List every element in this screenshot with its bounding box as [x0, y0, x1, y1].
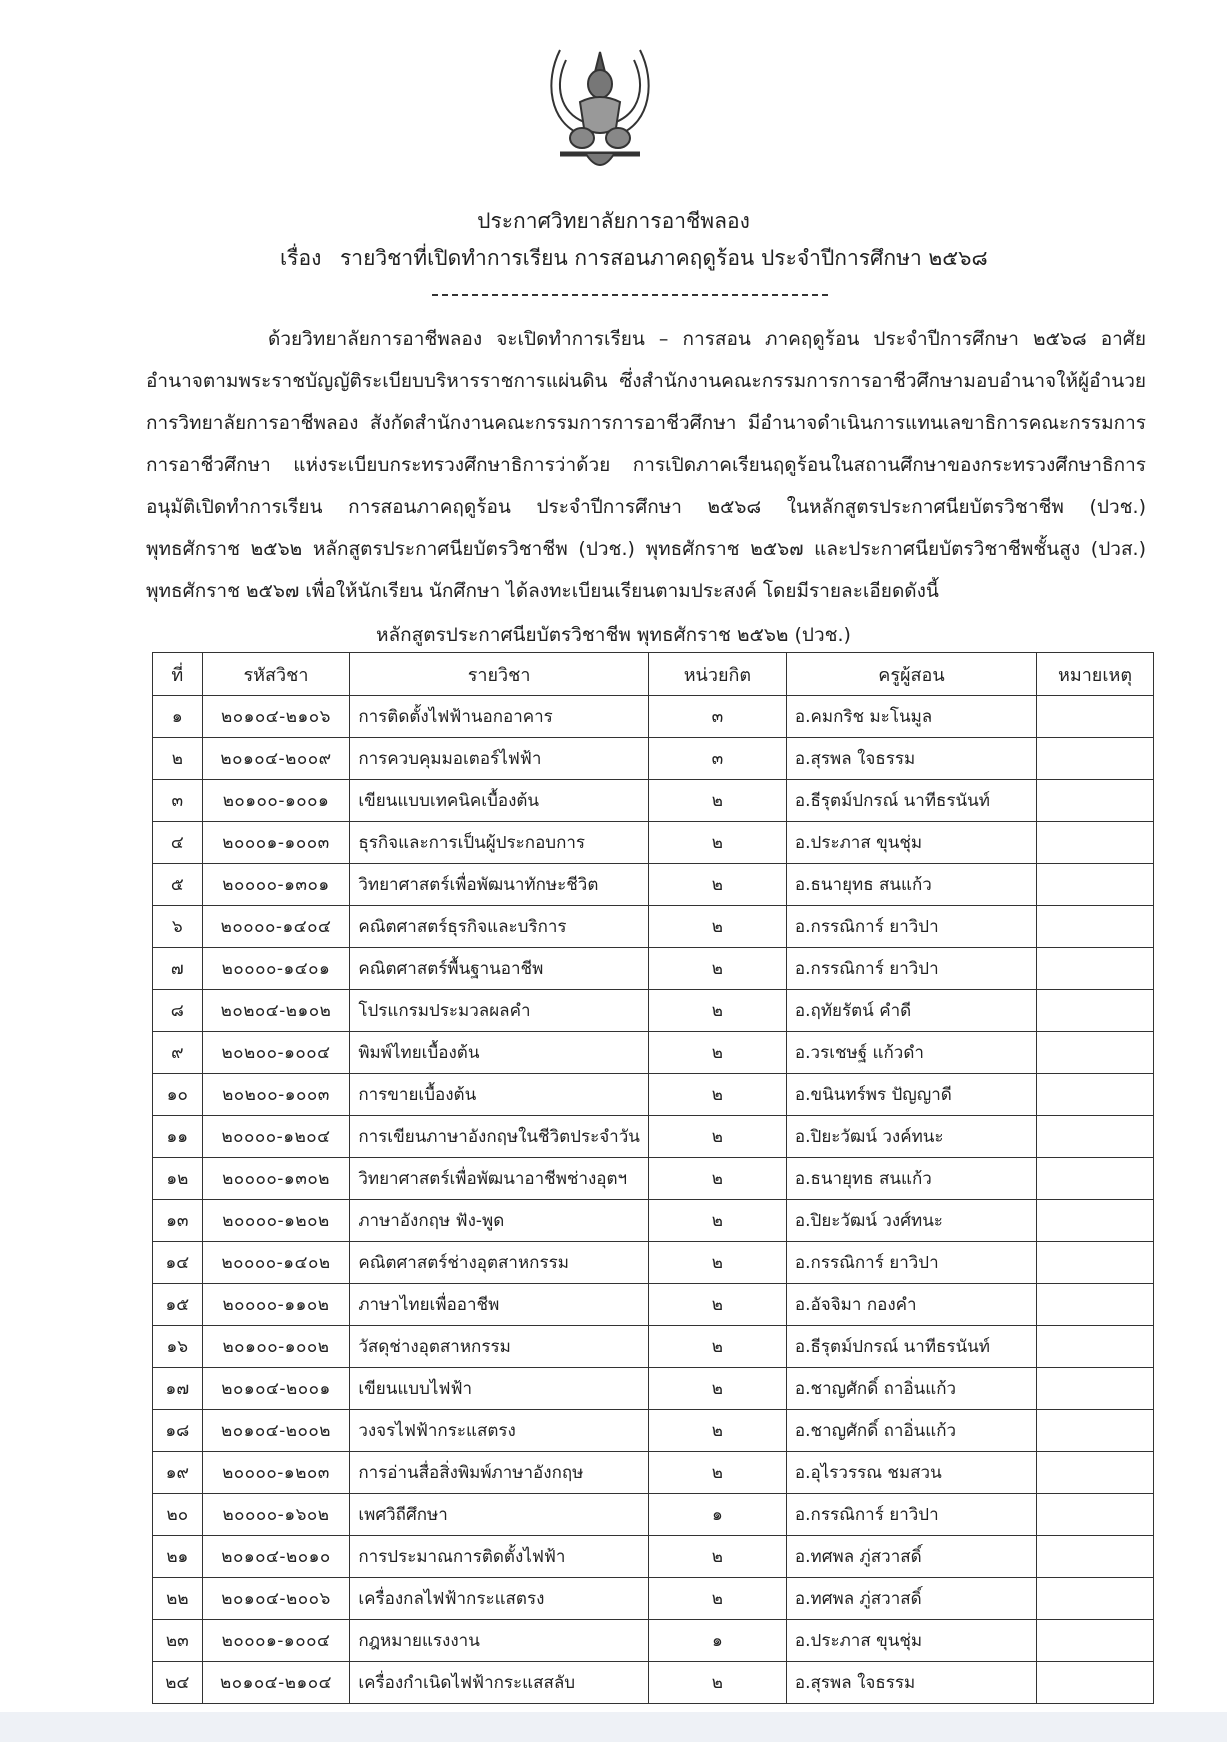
cell-name: เครื่องกลไฟฟ้ากระแสตรง — [350, 1578, 649, 1620]
cell-note — [1037, 864, 1154, 906]
cell-name: วิทยาศาสตร์เพื่อพัฒนาทักษะชีวิต — [350, 864, 649, 906]
cell-credit: ๒ — [648, 1536, 786, 1578]
cell-note — [1037, 1242, 1154, 1284]
cell-credit: ๒ — [648, 1032, 786, 1074]
cell-name: กฎหมายแรงงาน — [350, 1620, 649, 1662]
cell-note — [1037, 780, 1154, 822]
cell-teacher: อ.ธีรุตม์ปกรณ์ นาทีธรนันท์ — [786, 1326, 1036, 1368]
cell-name: คณิตศาสตร์ช่างอุตสาหกรรม — [350, 1242, 649, 1284]
col-header-no: ที่ — [153, 653, 203, 696]
cell-teacher: อ.อุไรวรรณ ชมสวน — [786, 1452, 1036, 1494]
cell-note — [1037, 822, 1154, 864]
table-row — [153, 1536, 1154, 1578]
cell-name: วัสดุช่างอุตสาหกรรม — [350, 1326, 649, 1368]
cell-code: ๒๐๑๐๔-๒๐๐๒ — [202, 1410, 350, 1452]
table-row — [153, 1200, 1154, 1242]
cell-code: ๒๐๑๐๔-๒๐๐๑ — [202, 1368, 350, 1410]
table-row — [153, 1452, 1154, 1494]
cell-code: ๒๐๐๐๐-๑๔๐๑ — [202, 948, 350, 990]
table-row — [153, 1032, 1154, 1074]
cell-teacher: อ.ขนินทร์พร ปัญญาดี — [786, 1074, 1036, 1116]
cell-credit: ๒ — [648, 1368, 786, 1410]
cell-teacher: อ.ทศพล ภู่สวาสดิ์ — [786, 1536, 1036, 1578]
cell-no: ๑๑ — [153, 1116, 203, 1158]
cell-credit: ๒ — [648, 1116, 786, 1158]
body-text: ด้วยวิทยาลัยการอาชีพลอง จะเปิดทำการเรียน – การสอน ภาคฤดูร้อน ประจำปีการศึกษา ๒๕๖๘ อาศัยอำนาจตามพระราชบัญญัติระเบียบบริหารราชการแผ่นดิน ซึ่งสำนักงานคณะกรรมการการอาชีวศึกษามอบอำนาจให้ผู้อำนวยการวิทยาลัยการอาชีพลอง สังกัดสำนักงานคณะกรรมการการอาชีวศึกษา มีอำนาจดำเนินการแทนเลขาธิการคณะกรรมการการอาชีวศึกษา แห่งระเบียบกระทรวงศึกษาธิการว่าด้วย การเปิดภาคเรียนฤดูร้อนในสถานศึกษาของกระทรวงศึกษาธิการ อนุมัติเปิดทำการเรียน การสอนภาคฤดูร้อน ประจำปีการศึกษา ๒๕๖๘ ในหลักสูตรประกาศนียบัตรวิชาชีพ (ปวช.) พุทธศักราช ๒๕๖๒ หลักสูตรประกาศนียบัตรวิชาชีพ (ปวช.) พุทธศักราช ๒๕๖๗ และประกาศนียบัตรวิชาชีพชั้นสูง (ปวส.) พุทธศักราช ๒๕๖๗ เพื่อให้นักเรียน นักศึกษา ได้ลงทะเบียนเรียนตามประสงค์ โดยมีรายละเอียดดังนี้ — [146, 328, 1146, 602]
table-row — [153, 1116, 1154, 1158]
table-row — [153, 1242, 1154, 1284]
cell-code: ๒๐๑๐๐-๑๐๐๒ — [202, 1326, 350, 1368]
cell-code: ๒๐๑๐๔-๒๑๐๔ — [202, 1662, 350, 1704]
cell-name: การประมาณการติดตั้งไฟฟ้า — [350, 1536, 649, 1578]
cell-credit: ๒ — [648, 1284, 786, 1326]
cell-credit: ๒ — [648, 948, 786, 990]
col-header-code: รหัสวิชา — [202, 653, 350, 696]
cell-code: ๒๐๑๐๔-๒๑๐๖ — [202, 696, 350, 738]
cell-note — [1037, 906, 1154, 948]
cell-name: เพศวิถีศึกษา — [350, 1494, 649, 1536]
cell-credit: ๒ — [648, 1158, 786, 1200]
table-row — [153, 990, 1154, 1032]
cell-teacher: อ.ทศพล ภู่สวาสดิ์ — [786, 1578, 1036, 1620]
cell-no: ๕ — [153, 864, 203, 906]
cell-no: ๑๐ — [153, 1074, 203, 1116]
body-paragraph — [146, 318, 1146, 612]
cell-teacher: อ.ธีรุตม์ปกรณ์ นาทีธรนันท์ — [786, 780, 1036, 822]
cell-teacher: อ.ประภาส ขุนชุ่ม — [786, 1620, 1036, 1662]
cell-note — [1037, 1158, 1154, 1200]
announcement-subject — [200, 242, 1100, 275]
table-row — [153, 1368, 1154, 1410]
cell-name: เครื่องกำเนิดไฟฟ้ากระแสสลับ — [350, 1662, 649, 1704]
cell-note — [1037, 1410, 1154, 1452]
cell-teacher: อ.ฤทัยรัตน์ คำดี — [786, 990, 1036, 1032]
table-row — [153, 1158, 1154, 1200]
cell-code: ๒๐๑๐๔-๒๐๐๙ — [202, 738, 350, 780]
cell-code: ๒๐๐๐๑-๑๐๐๔ — [202, 1620, 350, 1662]
col-header-credit: หน่วยกิต — [648, 653, 786, 696]
table-body — [153, 696, 1154, 1704]
col-header-name: รายวิชา — [350, 653, 649, 696]
cell-teacher: อ.ปิยะวัฒน์ วงค์ทนะ — [786, 1116, 1036, 1158]
table-row — [153, 864, 1154, 906]
cell-name: การเขียนภาษาอังกฤษในชีวิตประจำวัน — [350, 1116, 649, 1158]
cell-name: คณิตศาสตร์ธุรกิจและบริการ — [350, 906, 649, 948]
cell-credit: ๒ — [648, 906, 786, 948]
cell-teacher: อ.คมกริช มะโนมูล — [786, 696, 1036, 738]
table-row — [153, 948, 1154, 990]
cell-no: ๑๗ — [153, 1368, 203, 1410]
table-caption: หลักสูตรประกาศนียบัตรวิชาชีพ พุทธศักราช ๒๕๖๒ (ปวช.) — [376, 624, 851, 646]
cell-teacher: อ.สุรพล ใจธรรม — [786, 1662, 1036, 1704]
cell-teacher: อ.วรเชษฐ์ แก้วดำ — [786, 1032, 1036, 1074]
cell-code: ๒๐๐๐๐-๑๓๐๒ — [202, 1158, 350, 1200]
cell-name: ภาษาไทยเพื่ออาชีพ — [350, 1284, 649, 1326]
cell-credit: ๓ — [648, 738, 786, 780]
cell-name: การควบคุมมอเตอร์ไฟฟ้า — [350, 738, 649, 780]
cell-no: ๒ — [153, 738, 203, 780]
table-row — [153, 1326, 1154, 1368]
table-row — [153, 780, 1154, 822]
cell-note — [1037, 1284, 1154, 1326]
table-row — [153, 822, 1154, 864]
table-row — [153, 1074, 1154, 1116]
cell-note — [1037, 696, 1154, 738]
cell-note — [1037, 990, 1154, 1032]
table-row — [153, 738, 1154, 780]
cell-no: ๙ — [153, 1032, 203, 1074]
cell-name: คณิตศาสตร์พื้นฐานอาชีพ — [350, 948, 649, 990]
cell-credit: ๒ — [648, 1662, 786, 1704]
cell-no: ๑๓ — [153, 1200, 203, 1242]
cell-note — [1037, 1494, 1154, 1536]
cell-credit: ๒ — [648, 1242, 786, 1284]
cell-note — [1037, 1116, 1154, 1158]
cell-no: ๒๐ — [153, 1494, 203, 1536]
cell-name: การขายเบื้องต้น — [350, 1074, 649, 1116]
cell-credit: ๒ — [648, 864, 786, 906]
table-row — [153, 1578, 1154, 1620]
cell-credit: ๒ — [648, 1452, 786, 1494]
cell-name: วงจรไฟฟ้ากระแสตรง — [350, 1410, 649, 1452]
cell-credit: ๒ — [648, 1074, 786, 1116]
courses-table — [152, 652, 1154, 1704]
cell-no: ๖ — [153, 906, 203, 948]
cell-credit: ๒ — [648, 1410, 786, 1452]
cell-no: ๑๒ — [153, 1158, 203, 1200]
cell-name: การติดตั้งไฟฟ้านอกอาคาร — [350, 696, 649, 738]
cell-name: เขียนแบบเทคนิคเบื้องต้น — [350, 780, 649, 822]
cell-teacher: อ.อัจจิมา กองคำ — [786, 1284, 1036, 1326]
cell-credit: ๒ — [648, 1326, 786, 1368]
cell-no: ๑๕ — [153, 1284, 203, 1326]
cell-no: ๑ — [153, 696, 203, 738]
col-header-teacher: ครูผู้สอน — [786, 653, 1036, 696]
cell-no: ๒๓ — [153, 1620, 203, 1662]
cell-name: ภาษาอังกฤษ ฟัง-พูด — [350, 1200, 649, 1242]
col-header-note: หมายเหตุ — [1037, 653, 1154, 696]
table-header-row — [153, 653, 1154, 696]
cell-note — [1037, 1662, 1154, 1704]
cell-credit: ๒ — [648, 780, 786, 822]
cell-name: การอ่านสื่อสิ่งพิมพ์ภาษาอังกฤษ — [350, 1452, 649, 1494]
cell-note — [1037, 1074, 1154, 1116]
cell-note — [1037, 738, 1154, 780]
cell-teacher: อ.ประภาส ขุนชุ่ม — [786, 822, 1036, 864]
cell-code: ๒๐๐๐๐-๑๒๐๓ — [202, 1452, 350, 1494]
garuda-emblem-icon — [540, 42, 660, 178]
table-row — [153, 1494, 1154, 1536]
subject-text: รายวิชาที่เปิดทำการเรียน การสอนภาคฤดูร้อน ประจำปีการศึกษา ๒๕๖๘ — [340, 246, 988, 270]
cell-note — [1037, 1620, 1154, 1662]
cell-note — [1037, 1452, 1154, 1494]
cell-note — [1037, 1536, 1154, 1578]
cell-code: ๒๐๐๐๐-๑๓๐๑ — [202, 864, 350, 906]
cell-no: ๒๒ — [153, 1578, 203, 1620]
cell-teacher: อ.ธนายุทธ สนแก้ว — [786, 1158, 1036, 1200]
table-row — [153, 906, 1154, 948]
cell-teacher: อ.กรรณิการ์ ยาวิปา — [786, 948, 1036, 990]
announcement-title: ประกาศวิทยาลัยการอาชีพลอง — [477, 209, 750, 233]
cell-credit: ๒ — [648, 1578, 786, 1620]
cell-no: ๒๑ — [153, 1536, 203, 1578]
cell-code: ๒๐๒๐๔-๒๑๐๒ — [202, 990, 350, 1032]
cell-credit: ๑ — [648, 1494, 786, 1536]
table-row — [153, 1620, 1154, 1662]
cell-name: ธุรกิจและการเป็นผู้ประกอบการ — [350, 822, 649, 864]
cell-code: ๒๐๒๐๐-๑๐๐๔ — [202, 1032, 350, 1074]
subject-label: เรื่อง — [280, 246, 322, 270]
cell-no: ๘ — [153, 990, 203, 1032]
cell-teacher: อ.ชาญศักดิ์ ถาอิ่นแก้ว — [786, 1368, 1036, 1410]
cell-note — [1037, 1326, 1154, 1368]
cell-note — [1037, 1200, 1154, 1242]
cell-code: ๒๐๒๐๐-๑๐๐๓ — [202, 1074, 350, 1116]
cell-name: พิมพ์ไทยเบื้องต้น — [350, 1032, 649, 1074]
cell-credit: ๒ — [648, 822, 786, 864]
cell-name: เขียนแบบไฟฟ้า — [350, 1368, 649, 1410]
cell-code: ๒๐๑๐๔-๒๐๐๖ — [202, 1578, 350, 1620]
cell-code: ๒๐๐๐๐-๑๑๐๒ — [202, 1284, 350, 1326]
cell-no: ๗ — [153, 948, 203, 990]
cell-teacher: อ.ชาญศักดิ์ ถาอิ่นแก้ว — [786, 1410, 1036, 1452]
cell-code: ๒๐๐๐๐-๑๒๐๒ — [202, 1200, 350, 1242]
cell-no: ๑๖ — [153, 1326, 203, 1368]
cell-credit: ๓ — [648, 696, 786, 738]
cell-code: ๒๐๑๐๔-๒๐๑๐ — [202, 1536, 350, 1578]
cell-credit: ๒ — [648, 990, 786, 1032]
cell-no: ๑๔ — [153, 1242, 203, 1284]
cell-credit: ๑ — [648, 1620, 786, 1662]
cell-code: ๒๐๐๐๑-๑๐๐๓ — [202, 822, 350, 864]
cell-code: ๒๐๐๐๐-๑๔๐๒ — [202, 1242, 350, 1284]
cell-credit: ๒ — [648, 1200, 786, 1242]
cell-name: วิทยาศาสตร์เพื่อพัฒนาอาชีพช่างอุตฯ — [350, 1158, 649, 1200]
cell-no: ๓ — [153, 780, 203, 822]
cell-teacher: อ.กรรณิการ์ ยาวิปา — [786, 1494, 1036, 1536]
cell-teacher: อ.กรรณิการ์ ยาวิปา — [786, 906, 1036, 948]
table-row — [153, 696, 1154, 738]
cell-code: ๒๐๐๐๐-๑๒๐๔ — [202, 1116, 350, 1158]
table-row — [153, 1284, 1154, 1326]
cell-code: ๒๐๐๐๐-๑๔๐๔ — [202, 906, 350, 948]
cell-teacher: อ.ธนายุทธ สนแก้ว — [786, 864, 1036, 906]
cell-note — [1037, 1578, 1154, 1620]
table-row — [153, 1410, 1154, 1452]
cell-teacher: อ.ปิยะวัฒน์ วงศ์ทนะ — [786, 1200, 1036, 1242]
cell-note — [1037, 948, 1154, 990]
cell-teacher: อ.สุรพล ใจธรรม — [786, 738, 1036, 780]
scan-edge — [0, 1712, 1227, 1742]
divider — [432, 294, 828, 296]
cell-code: ๒๐๐๐๐-๑๖๐๒ — [202, 1494, 350, 1536]
cell-no: ๑๙ — [153, 1452, 203, 1494]
cell-code: ๒๐๑๐๐-๑๐๐๑ — [202, 780, 350, 822]
table-row — [153, 1662, 1154, 1704]
cell-no: ๔ — [153, 822, 203, 864]
cell-no: ๒๔ — [153, 1662, 203, 1704]
cell-note — [1037, 1368, 1154, 1410]
cell-name: โปรแกรมประมวลผลคำ — [350, 990, 649, 1032]
cell-note — [1037, 1032, 1154, 1074]
cell-teacher: อ.กรรณิการ์ ยาวิปา — [786, 1242, 1036, 1284]
cell-no: ๑๘ — [153, 1410, 203, 1452]
